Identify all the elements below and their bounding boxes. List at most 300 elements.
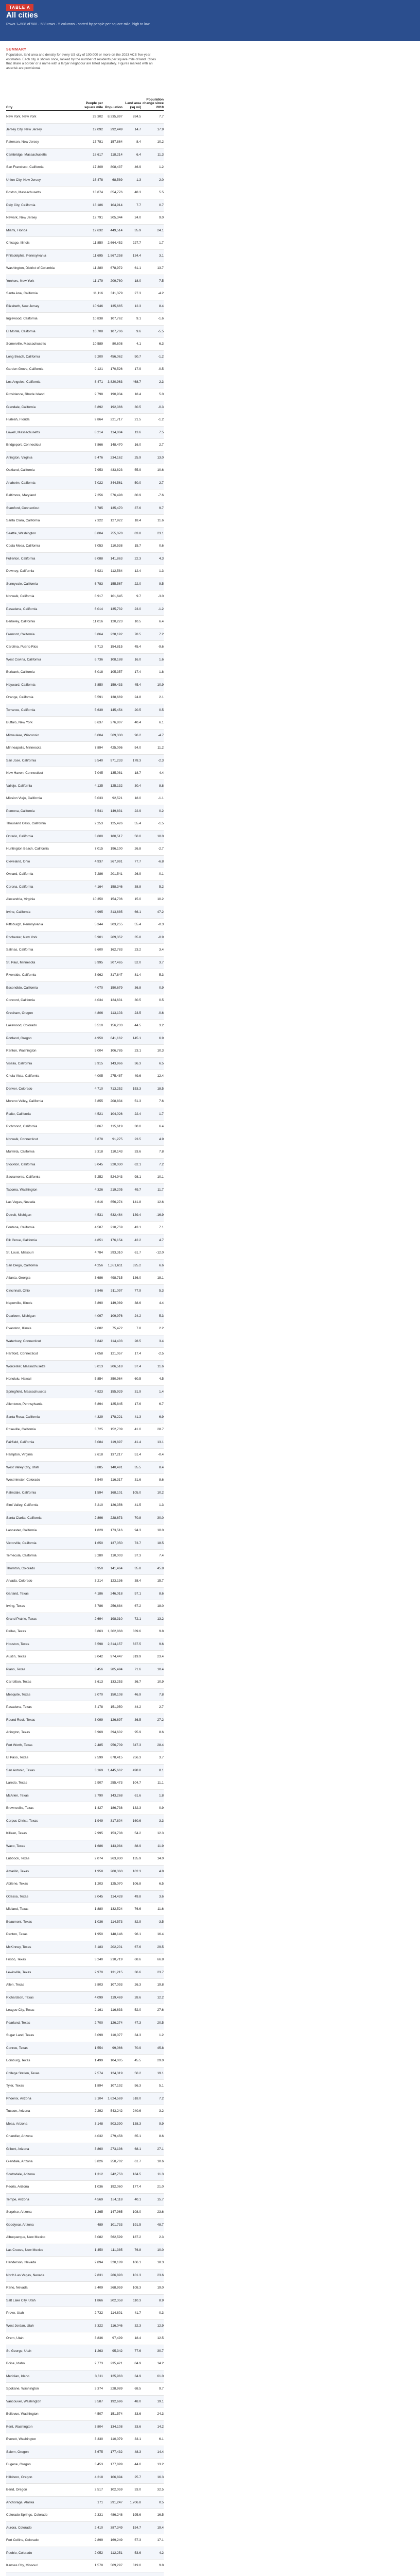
cell-population-change: 29.0: [157, 2059, 164, 2062]
cell-people-per-sq-mi: 4,531: [94, 1213, 103, 1217]
cell-city: Santa Clarita, California: [6, 1516, 42, 1520]
cell-people-per-sq-mi: 1,427: [94, 1806, 103, 1810]
table-row: [6, 2130, 164, 2143]
cell-population: 124,319: [110, 2071, 122, 2075]
cell-people-per-sq-mi: 3,803: [94, 1983, 103, 1987]
table-row: [6, 1802, 164, 1815]
cell-population-change: 24.1: [157, 228, 164, 232]
cell-people-per-sq-mi: 1,554: [94, 2046, 103, 2050]
table-row: [6, 1411, 164, 1424]
table-row: [6, 351, 164, 364]
cell-land-area: 28.6: [134, 1995, 141, 1999]
cell-population-change: 3.4: [159, 948, 164, 952]
cell-people-per-sq-mi: 4,937: [94, 859, 103, 863]
cell-population: 509,297: [110, 2564, 122, 2567]
cell-population-change: 4.7: [159, 1238, 164, 1242]
cell-population: 394,602: [110, 1731, 122, 1734]
table-row: [6, 515, 164, 528]
cell-land-area: 61.7: [134, 1251, 141, 1255]
cell-land-area: 46.9: [134, 1692, 141, 1697]
cell-people-per-sq-mi: 489: [97, 2223, 103, 2227]
cell-population-change: 7.2: [159, 2096, 164, 2100]
cell-people-per-sq-mi: [82, 2572, 103, 2576]
table-row: [6, 1575, 164, 1588]
cell-land-area: 28.5: [134, 1339, 141, 1343]
cell-city: Berkeley, California: [6, 620, 35, 623]
cell-population: 268,959: [110, 2286, 122, 2290]
cell-people-per-sq-mi: 4,587: [94, 1226, 103, 1229]
cell-city: San Francisco, California: [6, 165, 44, 169]
cell-population: 143,966: [110, 1061, 122, 1065]
cell-city: Vallejo, California: [6, 784, 32, 788]
cell-population: 114,804: [110, 430, 122, 434]
table-row: [6, 2244, 164, 2257]
cell-population-change: 2.2: [159, 1327, 164, 1330]
cell-people-per-sq-mi: 4,995: [94, 910, 103, 914]
table-row: [6, 2143, 164, 2156]
cell-population: 112,584: [110, 569, 122, 573]
table-row: [6, 1714, 164, 1727]
table-row: [6, 149, 164, 162]
cell-people-per-sq-mi: 11,695: [93, 253, 103, 258]
cell-city: Fairfield, California: [6, 1440, 34, 1444]
cell-population-change: 10.0: [157, 1529, 164, 1532]
table-row: [6, 2206, 164, 2219]
cell-land-area: 77.6: [134, 2349, 141, 2353]
cell-population-change: 12.2: [157, 1995, 164, 1999]
cell-land-area: 82.9: [134, 1920, 141, 1924]
cell-city: Huntington Beach, California: [6, 847, 49, 851]
cell-land-area: 50.2: [134, 2071, 141, 2075]
cell-population: 974,447: [110, 1655, 122, 1658]
cell-land-area: 33.0: [134, 2488, 141, 2492]
cell-population: 228,192: [110, 632, 122, 636]
cell-city: Miami, Florida: [6, 228, 27, 232]
cell-population: 210,759: [110, 1226, 122, 1229]
table-row: [6, 1095, 164, 1108]
table-row: [6, 641, 164, 654]
cell-people-per-sq-mi: 1,650: [94, 1541, 103, 1545]
cell-population: 1,567,258: [108, 253, 122, 258]
cell-city: Eugene, Oregon: [6, 2463, 31, 2466]
cell-city: Arvada, Colorado: [6, 1579, 32, 1583]
table-row: [6, 2522, 164, 2535]
table-row: [6, 2004, 164, 2017]
cell-people-per-sq-mi: 2,896: [94, 1516, 103, 1520]
cell-city: Worcester, Massachusetts: [6, 1364, 46, 1368]
cell-people-per-sq-mi: 9,200: [94, 354, 103, 359]
cell-city: Downey, California: [6, 569, 34, 573]
cell-people-per-sq-mi: 6,088: [94, 556, 103, 561]
cell-population-change: 45.8: [157, 2046, 164, 2050]
cell-population-change: 11.6: [157, 1364, 164, 1368]
cell-land-area: 51.4: [134, 1453, 141, 1456]
cell-people-per-sq-mi: 2,970: [94, 1970, 103, 1974]
cell-land-area: 48.3: [134, 2450, 141, 2454]
cell-land-area: 18.4: [134, 393, 141, 396]
cell-land-area: 101.3: [132, 2273, 141, 2277]
cell-population: 242,753: [110, 2172, 122, 2176]
cell-population-change: 12.6: [157, 1200, 164, 1204]
table-row: [6, 856, 164, 869]
cell-people-per-sq-mi: 1,036: [94, 1920, 103, 1924]
cell-people-per-sq-mi: 7,953: [94, 468, 103, 472]
cell-city: Elk Grove, California: [6, 1238, 37, 1242]
cell-city: Sacramento, California: [6, 1175, 41, 1179]
cell-population-change: 2.1: [159, 696, 164, 699]
cell-land-area: 96.2: [134, 733, 141, 737]
cell-people-per-sq-mi: 4,135: [94, 784, 103, 788]
cell-land-area: 23.2: [134, 948, 141, 952]
cell-city: Pasadena, California: [6, 607, 38, 611]
table-row: [6, 679, 164, 692]
cell-population: 303,255: [110, 923, 122, 926]
cell-city: Los Angeles, California: [6, 380, 41, 384]
cell-city: Bend, Oregon: [6, 2488, 27, 2492]
cell-city: Fremont, California: [6, 632, 35, 636]
cell-population: 209,780: [110, 279, 122, 283]
cell-population-change: 19.8: [157, 1983, 164, 1987]
cell-city: West Jordan, Utah: [6, 2324, 34, 2328]
cell-land-area: 154.7: [132, 2526, 141, 2530]
table-row: [6, 1184, 164, 1197]
cell-population-change: -5.5: [157, 329, 164, 333]
cell-population: 196,100: [110, 847, 122, 851]
cell-people-per-sq-mi: 3,842: [94, 1339, 103, 1343]
cell-population-change: 0.9: [159, 986, 164, 990]
table-row: [6, 1967, 164, 1979]
cell-people-per-sq-mi: 2,995: [94, 1832, 103, 1835]
cell-land-area: 36.3: [134, 1061, 141, 1065]
cell-population-change: 14.4: [157, 2450, 164, 2454]
cell-people-per-sq-mi: 3,148: [94, 2122, 103, 2126]
cell-city: Tucson, Arizona: [6, 2109, 30, 2113]
cell-population-change: 18.5: [157, 1541, 164, 1545]
cell-land-area: 17.9: [134, 367, 141, 371]
cell-population: 162,783: [110, 948, 122, 952]
cell-population-change: 10.9: [157, 683, 164, 687]
cell-city: Stockton, California: [6, 1162, 36, 1166]
cell-population-change: -1.2: [157, 418, 164, 421]
cell-population: 256,684: [110, 1604, 122, 1608]
cell-people-per-sq-mi: 2,790: [94, 1793, 103, 1798]
cell-land-area: 33.6: [134, 1150, 141, 1154]
cell-population: 317,804: [110, 1819, 122, 1823]
cell-population: 263,930: [110, 1857, 122, 1860]
cell-city: Carrollton, Texas: [6, 1680, 31, 1684]
cell-people-per-sq-mi: 6,541: [94, 809, 103, 813]
cell-population: 184,118: [110, 2197, 122, 2201]
table-row: [6, 792, 164, 805]
cell-population: 110,079: [110, 2437, 122, 2441]
cell-land-area: 41.7: [134, 2311, 141, 2315]
cell-people-per-sq-mi: 1,203: [94, 1882, 103, 1886]
cell-population-change: 6.3: [159, 342, 164, 346]
cell-land-area: 18.4: [134, 2336, 141, 2340]
cell-population: 192,696: [110, 2399, 122, 2403]
cell-land-area: 36.6: [134, 1970, 141, 1974]
table-row: [6, 2484, 164, 2497]
cell-population-change: 11.6: [157, 519, 164, 522]
cell-city: San Antonio, Texas: [6, 1768, 35, 1772]
cell-people-per-sq-mi: 8,804: [94, 531, 103, 535]
cell-land-area: 53.6: [134, 2551, 141, 2555]
cell-population: 135,732: [110, 607, 122, 611]
cell-city: Tacoma, Washington: [6, 1188, 38, 1192]
cell-population: 147,965: [110, 2210, 122, 2214]
table-tag: TABLE A: [6, 4, 33, 11]
cell-land-area: 52.0: [134, 2008, 141, 2012]
cell-population-change: 27.2: [157, 1718, 164, 1722]
cell-people-per-sq-mi: 10,589: [93, 342, 103, 346]
cell-population-change: 18.5: [157, 1087, 164, 1091]
cell-city: Conroe, Texas: [6, 2046, 28, 2050]
cell-land-area: 17.6: [134, 1402, 141, 1406]
cell-city: Goodyear, Arizona: [6, 2223, 34, 2227]
cell-people-per-sq-mi: 5,901: [94, 935, 103, 939]
table-row: [6, 1222, 164, 1234]
cell-land-area: 38.4: [134, 1579, 141, 1583]
cell-people-per-sq-mi: 4,950: [94, 1036, 103, 1040]
cell-population: 317,847: [110, 973, 122, 977]
cell-city: Rochester, New York: [6, 935, 38, 939]
cell-people-per-sq-mi: 5,045: [94, 1162, 103, 1166]
table-row: [6, 1815, 164, 1828]
cell-land-area: 61.6: [134, 1793, 141, 1798]
cell-land-area: 8.4: [136, 140, 141, 144]
cell-city: Plano, Texas: [6, 1667, 26, 1671]
table-row: [6, 553, 164, 566]
cell-city: McKinney, Texas: [6, 1945, 31, 1949]
cell-people-per-sq-mi: 13,186: [93, 203, 103, 207]
cell-land-area: 518.0: [132, 2096, 141, 2100]
cell-people-per-sq-mi: 4,032: [94, 2134, 103, 2138]
cell-land-area: 68.5: [134, 2387, 141, 2391]
cell-land-area: 24.0: [134, 216, 141, 219]
cell-people-per-sq-mi: 3,675: [94, 2450, 103, 2454]
cell-people-per-sq-mi: 1,594: [94, 1490, 103, 1495]
cell-city: Kansas City, Missouri: [6, 2564, 39, 2567]
table-row: [6, 1916, 164, 1929]
cell-population-change: 11.2: [157, 746, 164, 750]
cell-city: Irvine, California: [6, 910, 30, 914]
cell-population-change: 5.3: [159, 973, 164, 977]
column-header-population-change[interactable]: Population change since 2010: [142, 97, 164, 109]
cell-people-per-sq-mi: 7,053: [94, 544, 103, 548]
cell-people-per-sq-mi: 4,218: [94, 2475, 103, 2479]
cell-land-area: 319.0: [132, 2564, 141, 2567]
cell-land-area: 26.3: [134, 1983, 141, 1987]
cell-land-area: 71.6: [134, 1667, 141, 1671]
cell-city: Hampton, Virginia: [6, 1453, 33, 1456]
cell-land-area: 468.7: [132, 380, 141, 384]
table-row: [6, 313, 164, 326]
cell-population-change: 7.1: [159, 1226, 164, 1229]
table-row: [6, 287, 164, 300]
table-row: [6, 1827, 164, 1840]
cell-city: College Station, Texas: [6, 2071, 40, 2075]
table-row: [6, 2408, 164, 2421]
cell-population-change: 8.4: [159, 1465, 164, 1469]
cell-people-per-sq-mi: 3,878: [94, 1137, 103, 1141]
table-row: [6, 464, 164, 477]
table-row: [6, 2029, 164, 2042]
cell-city: Atlanta, Georgia: [6, 1276, 30, 1280]
cell-city: Houston, Texas: [6, 1642, 29, 1646]
table-row: [6, 1689, 164, 1702]
table-row: [6, 2295, 164, 2308]
cell-population: 143,984: [110, 1844, 122, 1848]
cell-population: 291,247: [110, 2500, 122, 2504]
cell-population-change: 61.0: [157, 2374, 164, 2378]
cell-land-area: 284.5: [132, 115, 141, 118]
cell-people-per-sq-mi: 2,253: [94, 822, 103, 825]
cell-population: 110,538: [110, 544, 122, 548]
cell-city: Jersey City, New Jersey: [6, 127, 42, 131]
cell-population-change: 10.0: [157, 2248, 164, 2252]
cell-city: Chicago, Illinois: [6, 241, 30, 245]
cell-people-per-sq-mi: 3,070: [94, 1692, 103, 1697]
cell-population-change: -4.2: [157, 292, 164, 295]
cell-population: 107,706: [110, 329, 122, 333]
cell-land-area: 61.7: [134, 2160, 141, 2163]
cell-city: Santa Ana, California: [6, 292, 38, 295]
cell-population: 118,214: [110, 152, 122, 157]
cell-population: 99,066: [112, 2046, 122, 2050]
table-row: [6, 212, 164, 225]
cell-people-per-sq-mi: 3,855: [94, 1099, 103, 1103]
cell-land-area: 17.4: [134, 670, 141, 674]
table-row: [6, 2231, 164, 2244]
cell-city: Richardson, Texas: [6, 1995, 34, 1999]
cell-population: 126,697: [110, 1718, 122, 1722]
cell-city: Arlington, Virginia: [6, 455, 32, 460]
cell-population-change: 6.1: [159, 2437, 164, 2441]
cell-city: Thousand Oaks, California: [6, 822, 46, 825]
cell-land-area: 94.3: [134, 1529, 141, 1532]
cell-land-area: 72.1: [134, 1617, 141, 1621]
cell-land-area: 40.1: [134, 2197, 141, 2201]
cell-city: Minneapolis, Minnesota: [6, 746, 42, 750]
cell-city: Allen, Texas: [6, 1983, 24, 1987]
cell-city: Irving, Texas: [6, 1604, 25, 1608]
cell-land-area: 35.9: [134, 228, 141, 232]
cell-population: 344,561: [110, 481, 122, 485]
cell-land-area: 12.3: [134, 304, 141, 308]
cell-population: 107,192: [110, 2084, 122, 2088]
cell-population: 126,274: [110, 2021, 122, 2025]
cell-population-change: 14.2: [157, 2362, 164, 2365]
cell-land-area: 50.0: [134, 834, 141, 838]
table-row: [6, 363, 164, 376]
column-header-people-per-sq-mi[interactable]: People per square mile: [84, 101, 103, 109]
table-row: [6, 1436, 164, 1449]
cell-population: 145,454: [110, 708, 122, 712]
cell-population: 156,233: [110, 1024, 122, 1027]
cell-city: Lakewood, Colorado: [6, 1024, 37, 1027]
cell-land-area: 9.1: [136, 317, 141, 320]
cell-land-area: 6.4: [136, 152, 141, 157]
cell-population-change: 8.8: [159, 784, 164, 788]
cell-city: Norwalk, California: [6, 595, 34, 598]
cell-city: Thornton, Colorado: [6, 1566, 36, 1570]
cell-population-change: 9.5: [159, 582, 164, 586]
cell-land-area: 37.3: [134, 1554, 141, 1557]
table-row: [6, 780, 164, 793]
cell-land-area: 49.6: [134, 1074, 141, 1078]
cell-people-per-sq-mi: 9,476: [94, 455, 103, 460]
cell-city: Aurora, Colorado: [6, 2526, 32, 2530]
column-header-population[interactable]: Population: [105, 105, 122, 109]
cell-population-change: 8.6: [159, 1478, 164, 1482]
table-row: [6, 742, 164, 755]
cell-people-per-sq-mi: 3,082: [94, 2235, 103, 2239]
cell-population: 151,950: [110, 1705, 122, 1709]
column-header-land-area[interactable]: Land area (sq mi): [125, 101, 141, 109]
table-row: [6, 1537, 164, 1550]
cell-land-area: 36.5: [134, 1718, 141, 1722]
cell-people-per-sq-mi: 4,823: [94, 1389, 103, 1394]
cell-population-change: 27.6: [157, 2008, 164, 2012]
cell-land-area: 141.8: [132, 1200, 141, 1204]
cell-population: 134,108: [110, 2425, 122, 2429]
cell-land-area: 70.8: [134, 1516, 141, 1520]
cell-population-change: 3.6: [159, 1894, 164, 1899]
cell-population: 180,517: [110, 834, 122, 838]
column-header-city[interactable]: City: [6, 105, 13, 109]
cell-city: Chula Vista, California: [6, 1074, 40, 1078]
cell-land-area: 27.3: [134, 292, 141, 295]
cell-population-change: 9.7: [159, 506, 164, 510]
cell-people-per-sq-mi: 1,450: [94, 2248, 103, 2252]
table-row: [6, 1133, 164, 1146]
cell-land-area: 9.7: [136, 595, 141, 598]
cell-population: 104,005: [110, 2059, 122, 2062]
cell-population-change: 2.3: [159, 2235, 164, 2239]
cell-people-per-sq-mi: 9,798: [94, 393, 103, 396]
cell-people-per-sq-mi: 10,838: [93, 317, 103, 320]
cell-land-area: 61.1: [134, 266, 141, 270]
cell-population: 109,976: [110, 1314, 122, 1318]
cell-population: 114,403: [110, 1339, 122, 1343]
cell-city: Tempe, Arizona: [6, 2197, 29, 2201]
cell-population: 155,929: [110, 1389, 122, 1394]
cell-population-change: 10.1: [157, 1175, 164, 1179]
table-row: [6, 1487, 164, 1500]
cell-city: Fort Worth, Texas: [6, 1743, 33, 1747]
cell-population: 1,381,611: [108, 1263, 122, 1267]
cell-city: Seattle, Washington: [6, 531, 36, 535]
cell-population-change: -1.6: [157, 317, 164, 320]
cell-land-area: 30.5: [134, 998, 141, 1002]
table-row: [6, 414, 164, 427]
cell-city: Glendale, California: [6, 405, 36, 409]
cell-population: 313,685: [110, 910, 122, 914]
cell-population: 124,631: [110, 998, 122, 1002]
cell-land-area: 45.5: [134, 2059, 141, 2062]
table-row: [6, 1563, 164, 1575]
cell-city: Denver, Colorado: [6, 1087, 32, 1091]
cell-city: Fort Collins, Colorado: [6, 2538, 39, 2542]
cell-land-area: 55.4: [134, 923, 141, 926]
cell-city: Salinas, California: [6, 948, 33, 952]
cell-city: Beaumont, Texas: [6, 1920, 32, 1924]
cell-city: Waco, Texas: [6, 1844, 25, 1848]
cell-land-area: 184.5: [132, 2172, 141, 2176]
cell-land-area: 1.3: [136, 178, 141, 182]
cell-people-per-sq-mi: 6,004: [94, 733, 103, 737]
cell-people-per-sq-mi: 5,004: [94, 1049, 103, 1053]
